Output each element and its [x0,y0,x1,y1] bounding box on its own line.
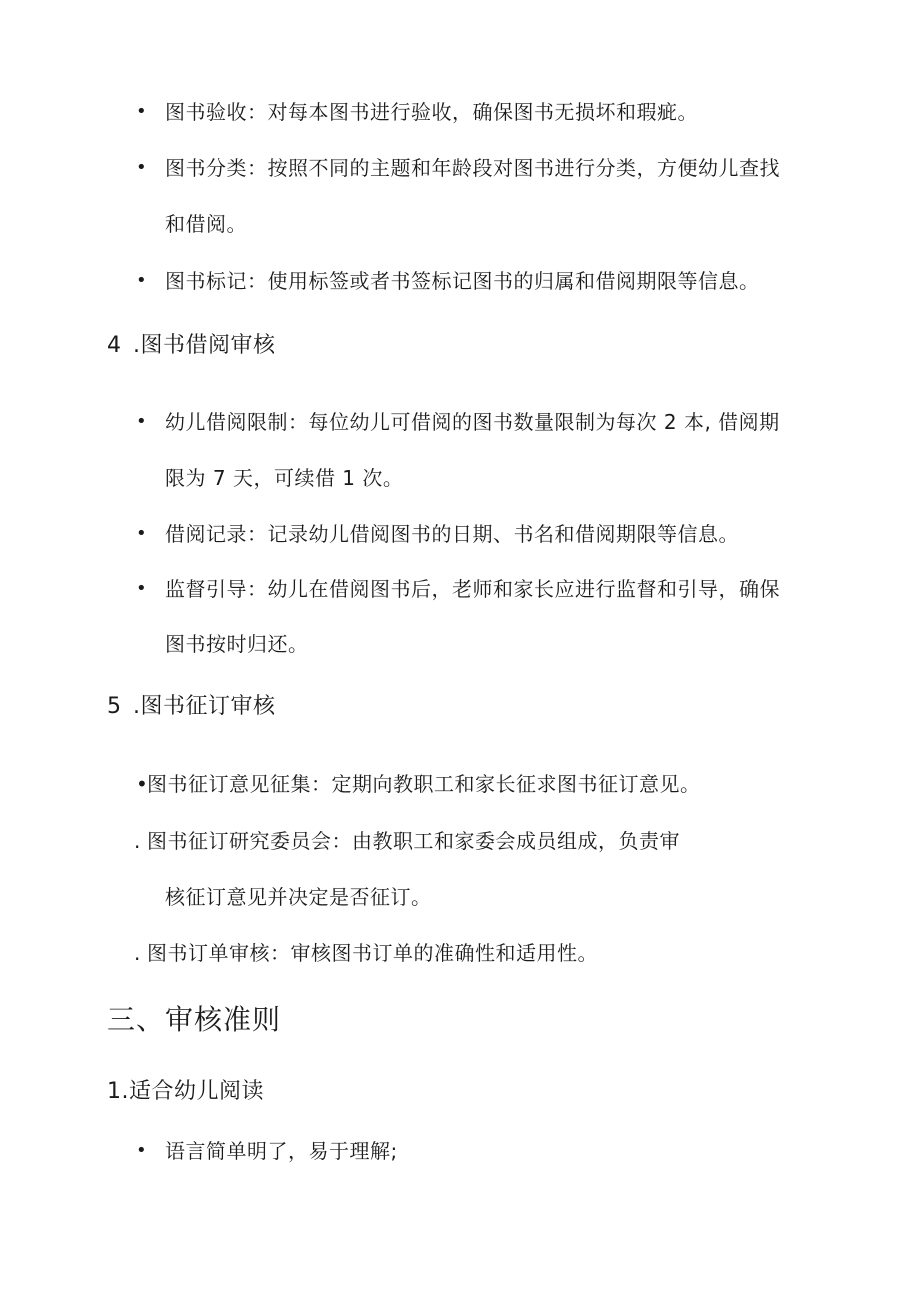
list-item: 图书分类：按照不同的主题和年龄段对图书进行分类，方便幼儿查找 [165,156,780,180]
list-item-continuation: 和借阅。 [165,212,247,236]
bullet-icon: • [136,523,147,544]
section-heading: .图书借阅审核 [133,333,276,358]
bullet-icon: • [136,1140,147,1161]
section-heading: .图书征订审核 [133,694,276,719]
bullet-icon: • [136,578,147,599]
list-item-prefix: . [134,829,141,853]
bullet-icon: • [136,411,147,432]
list-item: 图书订单审核：审核图书订单的准确性和适用性。 [147,941,598,965]
heading-number: 5 [107,694,122,719]
list-item-continuation: 核征订意见并决定是否征订。 [165,885,432,909]
bullet-icon: • [136,157,147,178]
list-item-continuation: 限为 7 天，可续借 1 次。 [165,466,404,490]
list-item: 监督引导：幼儿在借阅图书后，老师和家长应进行监督和引导，确保 [165,577,780,601]
bullet-icon: • [136,270,147,291]
list-item-continuation: 图书按时归还。 [165,632,309,656]
list-item: 图书征订意见征集：定期向教职工和家长征求图书征订意见。 [147,772,701,796]
list-item-prefix: • [136,772,149,796]
list-item: 幼儿借阅限制：每位幼儿可借阅的图书数量限制为每次 2 本, 借阅期 [165,410,780,434]
list-item-prefix: . [134,941,141,965]
heading-number: 4 [107,333,122,358]
list-item: 语言简单明了，易于理解; [165,1139,398,1163]
list-item: 借阅记录：记录幼儿借阅图书的日期、书名和借阅期限等信息。 [165,522,739,546]
chapter-heading: 三、审核准则 [107,1003,282,1036]
list-item: 图书验收：对每本图书进行验收，确保图书无损坏和瑕疵。 [165,100,698,124]
sub-heading: 1.适合幼儿阅读 [107,1079,264,1104]
list-item: 图书标记：使用标签或者书签标记图书的归属和借阅期限等信息。 [165,269,760,293]
list-item: 图书征订研究委员会：由教职工和家委会成员组成，负责审 [147,829,680,853]
bullet-icon: • [136,101,147,122]
